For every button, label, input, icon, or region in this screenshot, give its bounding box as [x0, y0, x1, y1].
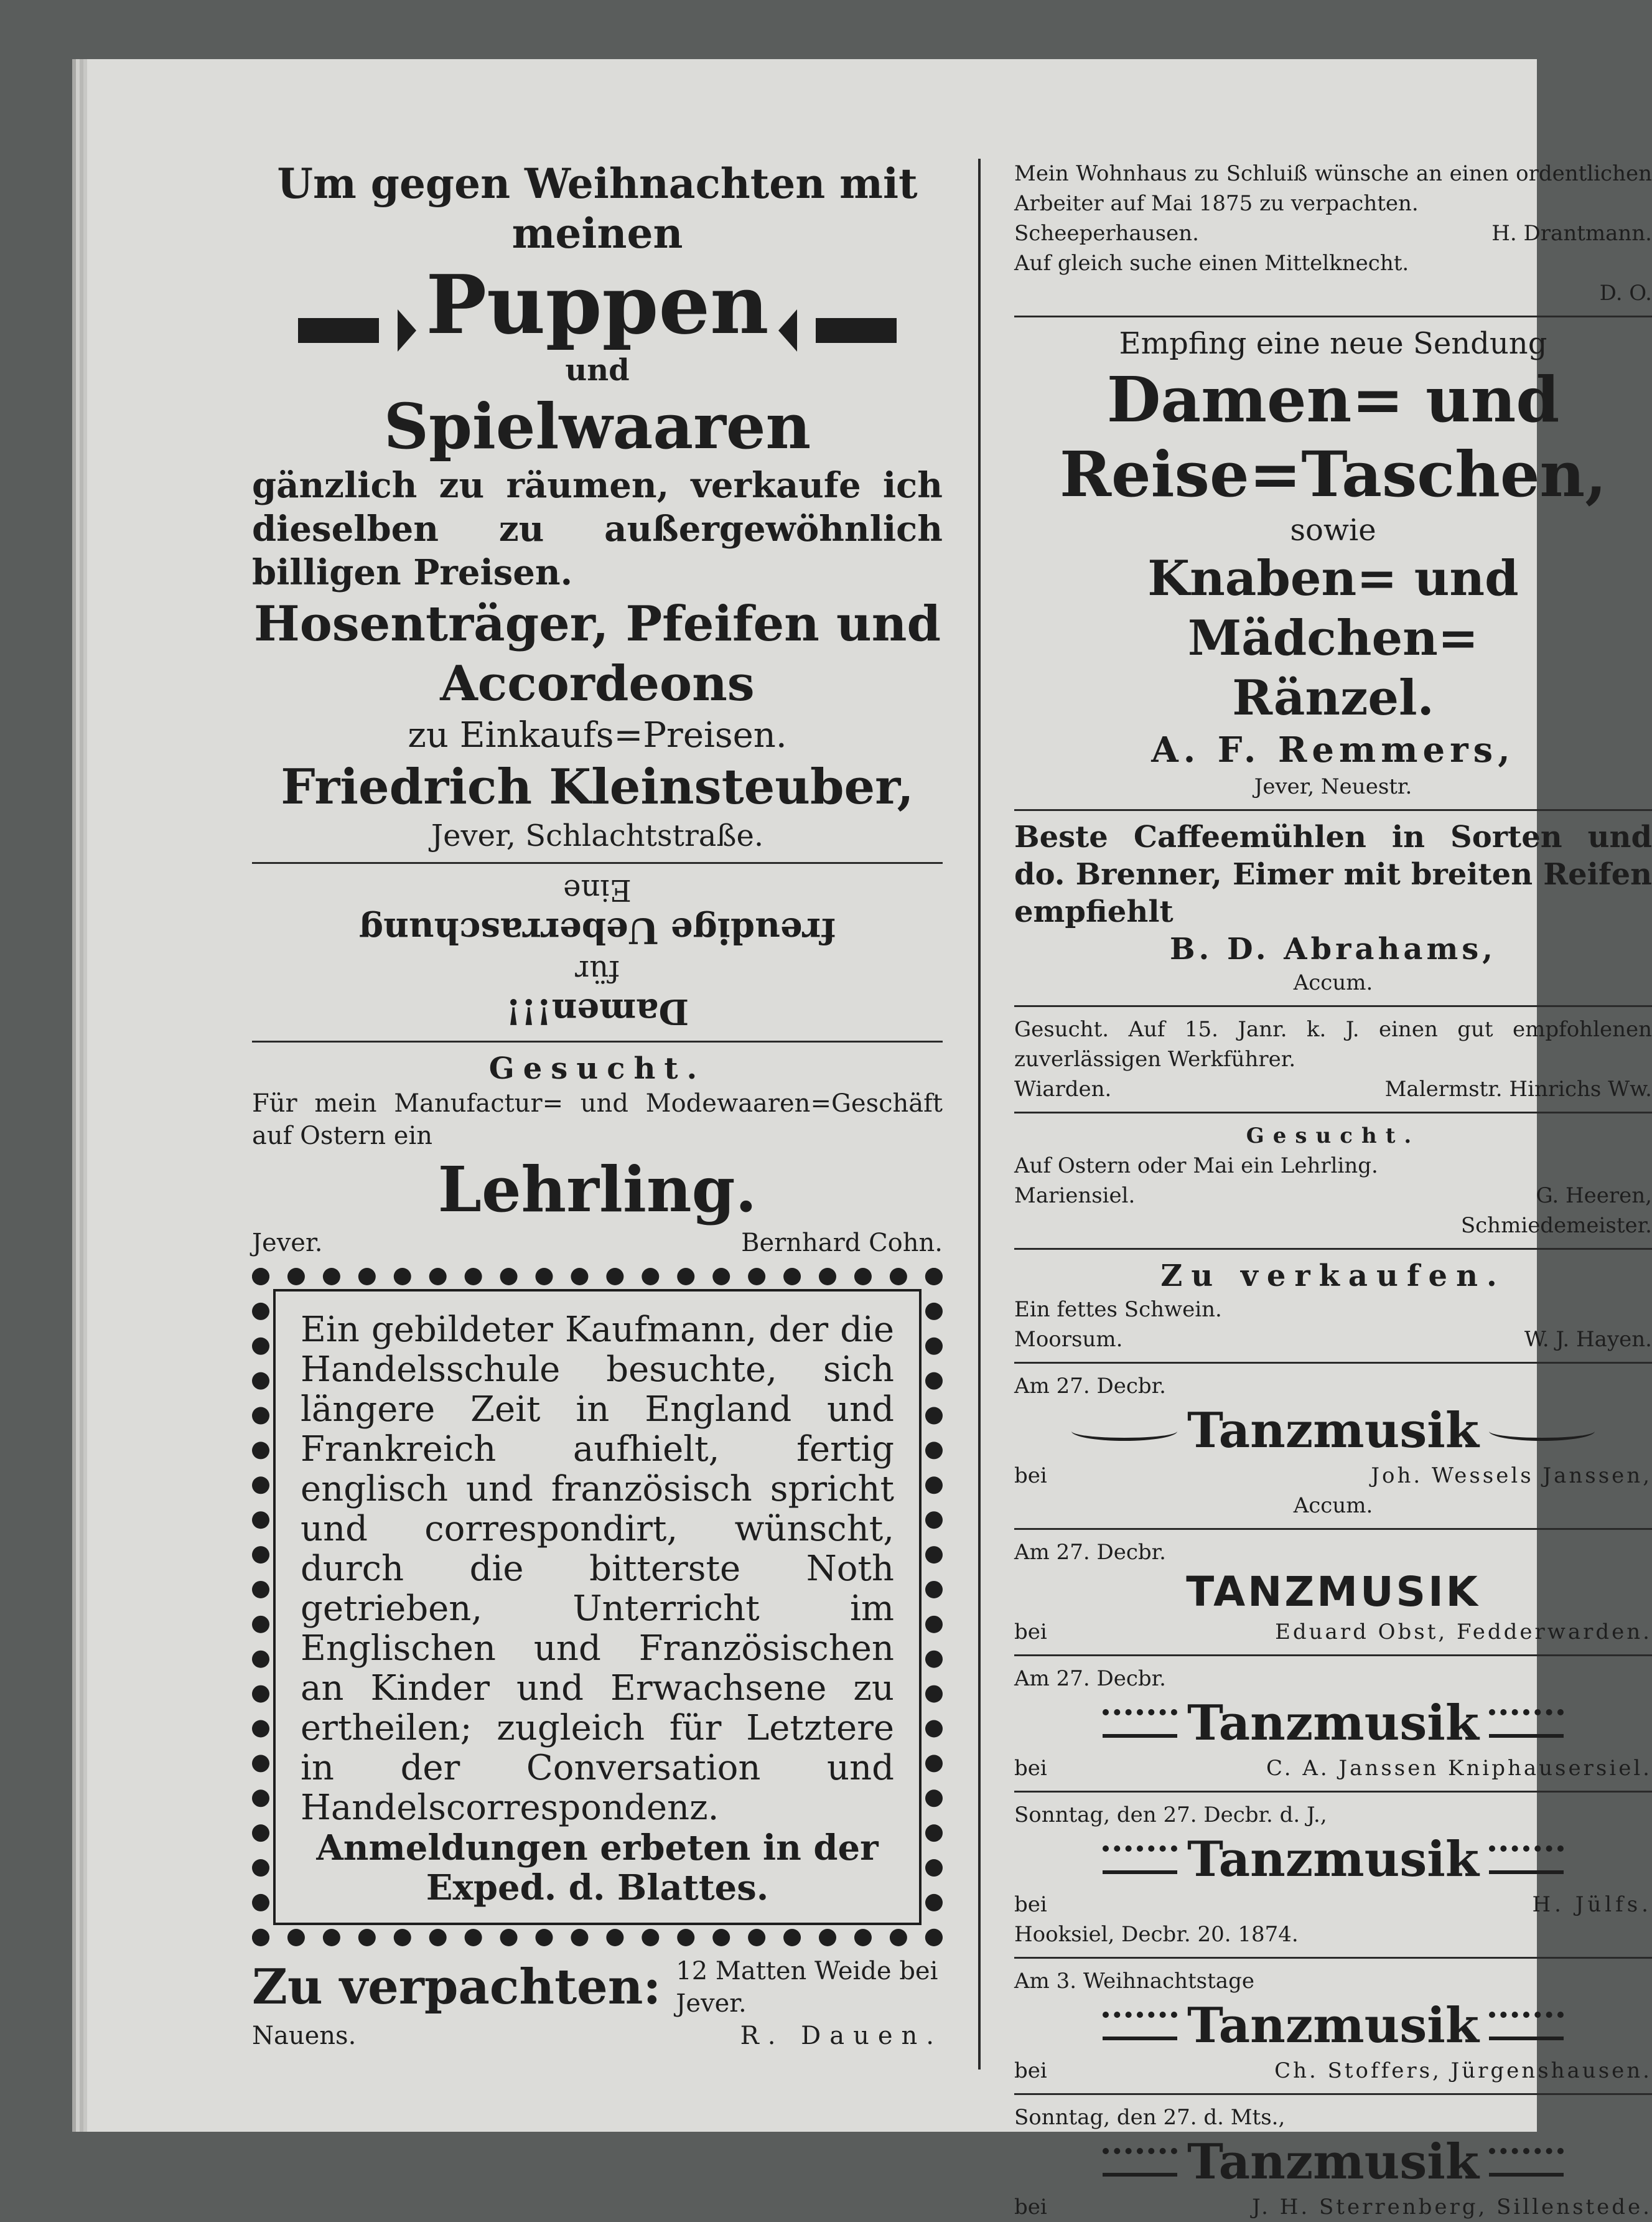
- ad-dance-date: Am 27. Decbr.: [1014, 1374, 1166, 1399]
- ad-kaffee-address: Accum.: [1293, 970, 1373, 995]
- rule: [1014, 316, 1652, 317]
- ornament-right-icon: [1489, 1709, 1564, 1738]
- ad-lehrling-heading: Gesucht.: [1246, 1123, 1421, 1148]
- ad-lehrling-signature: [1014, 1181, 1652, 1211]
- ad-werkfuehrer-text: Gesucht. Auf 15. Janr. k. J. einen gut empfohlenen zuverlässigen Werkführer.: [1014, 1017, 1652, 1072]
- rule: [1014, 1248, 1652, 1250]
- ad-wohnhaus-place: Scheeperhausen.: [1014, 221, 1199, 246]
- ad-dance-title: Tanzmusik: [1187, 1831, 1479, 1888]
- ad-damen-line-4: Eine: [563, 873, 632, 907]
- ad-dance-title-row: [1014, 2132, 1652, 2192]
- ad-verkaufen-place: Moorsum.: [1014, 1327, 1123, 1352]
- rule: [252, 862, 943, 864]
- ad-puppen-und: und: [565, 353, 630, 388]
- ad-gesucht-place: Jever.: [252, 1229, 323, 1257]
- ad-damen-upside-down: [252, 871, 943, 1033]
- ad-dance-bei: bei: [1014, 1620, 1047, 1644]
- ad-wohnhaus: [1014, 159, 1652, 308]
- ad-dance-title: Tanzmusik: [1187, 2134, 1479, 2190]
- ad-verpachten-text: 12 Matten Weide bei Jever.: [676, 1957, 938, 2018]
- rule: [1014, 1362, 1652, 1364]
- ad-dance-date: Sonntag, den 27. d. Mts.,: [1014, 2105, 1286, 2130]
- ad-damen-line-3: freudige Ueberraschung: [358, 910, 836, 951]
- ad-taschen-merchant: A. F. Remmers,: [1151, 729, 1515, 771]
- ad-puppen-goods-2: Accordeons: [440, 655, 755, 712]
- ad-kaffee-merchant: B. D. Abrahams,: [1169, 932, 1497, 967]
- ad-gesucht-text: Für mein Manufactur= und Modewaaren=Geschäft auf Ostern ein: [252, 1089, 943, 1150]
- ad-tanzmusik-janssen: [1014, 1371, 1652, 1521]
- rule: [1014, 1791, 1652, 1793]
- rule: [1014, 2093, 1652, 2095]
- ornament-left-icon: [1103, 1845, 1177, 1874]
- ornament-left-icon: [1103, 2012, 1177, 2040]
- ad-lehrling-text: Auf Ostern oder Mai ein Lehrling.: [1014, 1153, 1378, 1178]
- ad-dance-host-row: [1014, 1461, 1652, 1491]
- ad-lehrling-place: Mariensiel.: [1014, 1183, 1136, 1208]
- ad-tanzmusik-sterrenberg: [1014, 2102, 1652, 2222]
- ad-dance-bei: bei: [1014, 1892, 1047, 1917]
- ad-dance-host: J. H. Sterrenberg, Sillenstede.: [1252, 2195, 1652, 2220]
- ad-verkaufen-signature: [1014, 1324, 1652, 1354]
- ad-verpachten-head: [252, 1955, 943, 2020]
- ornament-left-icon: [1103, 1709, 1177, 1738]
- ad-damen-line-2: für: [575, 954, 620, 988]
- ad-verpachten-place: Nauens.: [252, 2022, 357, 2050]
- ad-dance-place: Hooksiel, Decbr. 20. 1874.: [1014, 1922, 1299, 1947]
- ad-tanzmusik-stoffers: [1014, 1966, 1652, 2086]
- rule: [252, 1041, 943, 1043]
- rule: [1014, 1005, 1652, 1007]
- ad-verkaufen: [1014, 1257, 1652, 1354]
- rule: [1014, 1112, 1652, 1113]
- ornament-right-icon: [1489, 2148, 1564, 2177]
- ad-dance-host: Joh. Wessels Janssen,: [1371, 1463, 1652, 1488]
- column-divider: [978, 159, 981, 2070]
- ad-gesucht-heading: Gesucht.: [488, 1051, 706, 1086]
- ad-dance-host: Ch. Stoffers, Jürgenshausen.: [1274, 2058, 1652, 2083]
- ad-taschen: [1014, 325, 1652, 802]
- ad-dance-title-row: [1014, 1996, 1652, 2056]
- ad-kaufmann-footer: Anmeldungen erbeten in der Exped. d. Blattes.: [316, 1827, 879, 1908]
- ad-wohnhaus-text-2: Auf gleich suche einen Mittelknecht.: [1014, 251, 1409, 276]
- rule: [1014, 1957, 1652, 1959]
- ad-puppen-body: gänzlich zu räumen, verkaufe ich dieselben zu außergewöhnlich billigen Preisen.: [252, 465, 943, 593]
- ad-puppen-title: Puppen: [426, 257, 769, 352]
- ad-puppen-merchant: Friedrich Kleinsteuber,: [281, 759, 914, 815]
- ad-lehrling-title: Schmiedemeister.: [1460, 1213, 1652, 1238]
- ad-wohnhaus-signature: [1014, 218, 1652, 248]
- ornament-left-icon: [1103, 2148, 1177, 2177]
- ornament-right-icon: [1489, 1845, 1564, 1874]
- ad-dance-title: Tanzmusik: [1187, 1402, 1479, 1459]
- ad-gesucht-signature: [252, 1227, 943, 1259]
- ad-dance-host-row: [1014, 1890, 1652, 1920]
- ad-tanzmusik-obst: [1014, 1537, 1652, 1647]
- ad-dance-date: Am 27. Decbr.: [1014, 1540, 1166, 1565]
- ad-puppen-headline: [252, 258, 943, 352]
- ad-dance-title-row: [1014, 1830, 1652, 1890]
- ad-taschen-line-3: Reise=Taschen,: [1059, 438, 1607, 511]
- ad-dance-host-row: [1014, 2056, 1652, 2086]
- ad-dance-host: Eduard Obst, Fedderwarden.: [1275, 1620, 1652, 1644]
- ornament-right-icon: [1489, 2012, 1564, 2040]
- ad-tanzmusik-juelfs: [1014, 1800, 1652, 1949]
- right-column: [1014, 159, 1652, 2222]
- ad-dance-bei: bei: [1014, 1756, 1047, 1781]
- ad-puppen-spielwaaren: Spielwaaren: [383, 390, 811, 463]
- ad-dance-bei: bei: [1014, 1463, 1047, 1488]
- ad-dance-host-row: [1014, 2192, 1652, 2222]
- ad-werkfuehrer-place: Wiarden.: [1014, 1077, 1112, 1102]
- ad-gesucht-lehrling: Lehrling.: [437, 1153, 757, 1226]
- ad-wohnhaus-name: H. Drantmann.: [1491, 221, 1652, 246]
- ad-dance-title: Tanzmusik: [1187, 1695, 1479, 1751]
- rule: [1014, 1654, 1652, 1656]
- ad-kaffee-text: Beste Caffeemühlen in Sorten und do. Brenner, Eimer mit breiten Reifen empfiehlt: [1014, 820, 1652, 929]
- rule: [1014, 809, 1652, 811]
- ad-wohnhaus-sig: D. O.: [1599, 281, 1652, 306]
- ad-dance-title-row: [1014, 1694, 1652, 1753]
- ad-dance-host-row: [1014, 1753, 1652, 1783]
- ad-lehrling-heeren: [1014, 1121, 1652, 1240]
- ad-dance-title-row: [1014, 1401, 1652, 1461]
- ad-verpachten-title: Zu verpachten:: [252, 1959, 661, 2015]
- pointing-hand-left-icon: [816, 318, 897, 343]
- ad-dance-host-row: [1014, 1617, 1652, 1647]
- ad-dance-title: Tanzmusik: [1187, 1997, 1479, 2054]
- ad-verkaufen-heading: Zu verkaufen.: [1160, 1259, 1506, 1293]
- ad-verpachten-signature: [252, 2020, 943, 2052]
- ad-dance-title: TANZMUSIK: [1186, 1568, 1480, 1616]
- ad-puppen: [252, 159, 943, 855]
- ad-taschen-line-4: sowie: [1290, 513, 1376, 548]
- ad-tanzmusik-kniphausersiel: [1014, 1664, 1652, 1783]
- ad-kaufmann-bordered: [252, 1268, 943, 1946]
- ad-dance-place: Accum.: [1293, 1493, 1373, 1518]
- ad-gesucht-name: Bernhard Cohn.: [741, 1229, 943, 1257]
- ad-dance-date: Sonntag, den 27. Decbr. d. J.,: [1014, 1802, 1327, 1827]
- ad-taschen-line-2: Damen= und: [1106, 363, 1560, 436]
- ad-wohnhaus-text: Mein Wohnhaus zu Schluiß wünsche an einen ordentlichen Arbeiter auf Mai 1875 zu verpachten.: [1014, 161, 1652, 216]
- ad-werkfuehrer-name: Malermstr. Hinrichs Ww.: [1384, 1077, 1652, 1102]
- ad-puppen-goods-1: Hosenträger, Pfeifen und: [254, 596, 941, 652]
- ad-taschen-address: Jever, Neuestr.: [1254, 774, 1412, 799]
- ad-puppen-prices: zu Einkaufs=Preisen.: [408, 715, 787, 756]
- ad-taschen-line-1: Empfing eine neue Sendung: [1119, 326, 1547, 361]
- ad-kaufmann-text: Ein gebildeter Kaufmann, der die Handelsschule besuchte, sich längere Zeit in England und Frankreich aufhielt, fertig englisch und französisch spricht und correspondirt, wünscht, durch die bitterste Noth getrieben, Unterricht im Englischen und Französischen an Kinder und Erwachsene zu ertheilen; zugleich für Letztere in der Conversation und Handelscorrespondenz.: [301, 1310, 894, 1828]
- ad-kaffee: [1014, 818, 1652, 998]
- ad-werkfuehrer-signature: [1014, 1074, 1652, 1104]
- ad-dance-host: C. A. Janssen Kniphausersiel.: [1266, 1756, 1652, 1781]
- ad-dance-bei: bei: [1014, 2058, 1047, 2083]
- flourish-right-icon: [1489, 1422, 1595, 1441]
- left-column: [252, 159, 943, 2052]
- ad-taschen-line-6: Ränzel.: [1232, 670, 1434, 726]
- pointing-hand-right-icon: [298, 318, 379, 343]
- ad-lehrling-name: G. Heeren,: [1536, 1183, 1652, 1208]
- ad-verkaufen-name: W. J. Hayen.: [1524, 1327, 1652, 1352]
- ad-werkfuehrer: [1014, 1015, 1652, 1104]
- ad-puppen-address: Jever, Schlachtstraße.: [431, 818, 764, 853]
- ad-puppen-intro: Um gegen Weihnachten mit meinen: [277, 159, 918, 258]
- ad-verpachten: [252, 1955, 943, 2052]
- ad-verkaufen-text: Ein fettes Schwein.: [1014, 1297, 1222, 1322]
- rule: [1014, 1528, 1652, 1530]
- ad-dance-bei: bei: [1014, 2195, 1047, 2220]
- ad-dance-date: Am 3. Weihnachtstage: [1014, 1969, 1254, 1994]
- ad-dance-date: Am 27. Decbr.: [1014, 1666, 1166, 1691]
- newspaper-page: [87, 59, 1652, 2220]
- ad-dance-host: H. Jülfs.: [1532, 1892, 1652, 1917]
- ad-taschen-line-5: Knaben= und Mädchen=: [1147, 550, 1519, 667]
- flourish-left-icon: [1071, 1422, 1177, 1441]
- ad-gesucht-cohn: [252, 1050, 943, 1259]
- ad-damen-line-1: Damen!!!: [505, 991, 689, 1032]
- ad-verpachten-name: R. Dauen.: [740, 2022, 943, 2050]
